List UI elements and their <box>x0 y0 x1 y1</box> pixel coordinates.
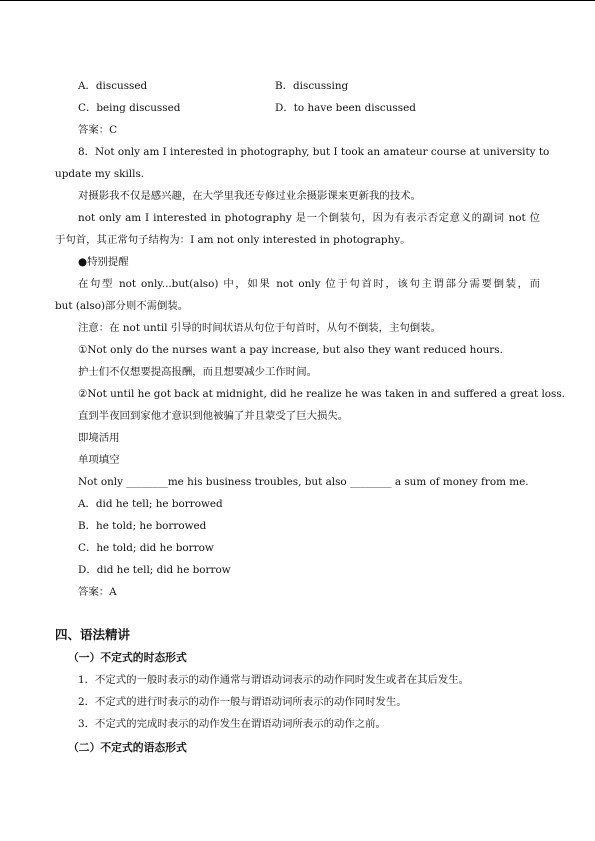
practice-heading: 即境活用 <box>78 432 120 444</box>
grammar-subsection1-title: （一）不定式的时态形式 <box>68 651 187 664</box>
q7-option-b: B．discussing <box>275 80 349 92</box>
q7-answer: 答案：C <box>78 124 118 136</box>
tips-note: 注意：在 not until 引导的时间状语从句位于句首时，从句不倒装，主句倒装。 <box>78 322 441 334</box>
grammar-subsection2-title: （二）不定式的语态形式 <box>68 741 187 754</box>
q7-option-c: C．being discussed <box>78 102 181 114</box>
tips-example1-en: ①Not only do the nurses want a pay increase, but also they want reduced hours. <box>78 344 503 356</box>
q7-option-a: A．discussed <box>78 80 148 92</box>
tips-example2-zh: 直到半夜回到家他才意识到他被骗了并且蒙受了巨大损失。 <box>78 410 349 422</box>
practice-option-c: C．he told; did he borrow <box>78 542 214 554</box>
q8-sentence-line1: 8．Not only am I interested in photography, but I took an amateur course at university to <box>78 146 550 158</box>
q7-options-row2 <box>78 101 416 115</box>
tips-example2-en: ②Not until he got back at midnight, did he realize he was taken in and suffered a great loss. <box>78 388 565 400</box>
q8-sentence-line2: update my skills. <box>55 168 145 180</box>
grammar-item-2: 2．不定式的进行时表示的动作一般与谓语动词所表示的动作同时发生。 <box>78 696 407 708</box>
practice-answer: 答案：A <box>78 586 117 598</box>
tips-rule-line2: but (also)部分则不需倒装。 <box>55 300 189 312</box>
tips-example1-zh: 护士们不仅想要提高报酬，而且想要减少工作时间。 <box>78 366 317 378</box>
practice-option-d: D．did he tell; did he borrow <box>78 564 231 576</box>
grammar-item-3: 3．不定式的完成时表示的动作发生在谓语动词所表示的动作之前。 <box>78 718 386 730</box>
page-top-rule <box>0 0 595 1</box>
grammar-section-title: 四、语法精讲 <box>55 627 131 642</box>
practice-option-a: A．did he tell; he borrowed <box>78 498 223 510</box>
q7-options-row1 <box>78 79 349 93</box>
q8-translation: 对摄影我不仅是感兴趣，在大学里我还专修过业余摄影课来更新我的技术。 <box>78 190 421 202</box>
tips-rule-line1: 在句型 not only...but(also) 中，如果 not only 位于句首时，该句主谓部分需要倒装，而 <box>78 278 540 290</box>
q7-option-d: D．to have been discussed <box>275 102 416 114</box>
practice-option-b: B．he told; he borrowed <box>78 520 207 532</box>
practice-subheading: 单项填空 <box>78 454 120 466</box>
tips-heading: ●特别提醒 <box>78 256 129 268</box>
practice-question: Not only ________me his business troubles, but also ________ a sum of money from me. <box>78 476 529 488</box>
q8-explain-line1: not only am I interested in photography 是一个倒装句，因为有表示否定意义的副词 not 位 <box>78 212 540 224</box>
q8-explain-line2: 于句首，其正常句子结构为：I am not only interested in photography。 <box>55 234 411 246</box>
grammar-item-1: 1．不定式的一般时表示的动作通常与谓语动词表示的动作同时发生或者在其后发生。 <box>78 674 470 686</box>
